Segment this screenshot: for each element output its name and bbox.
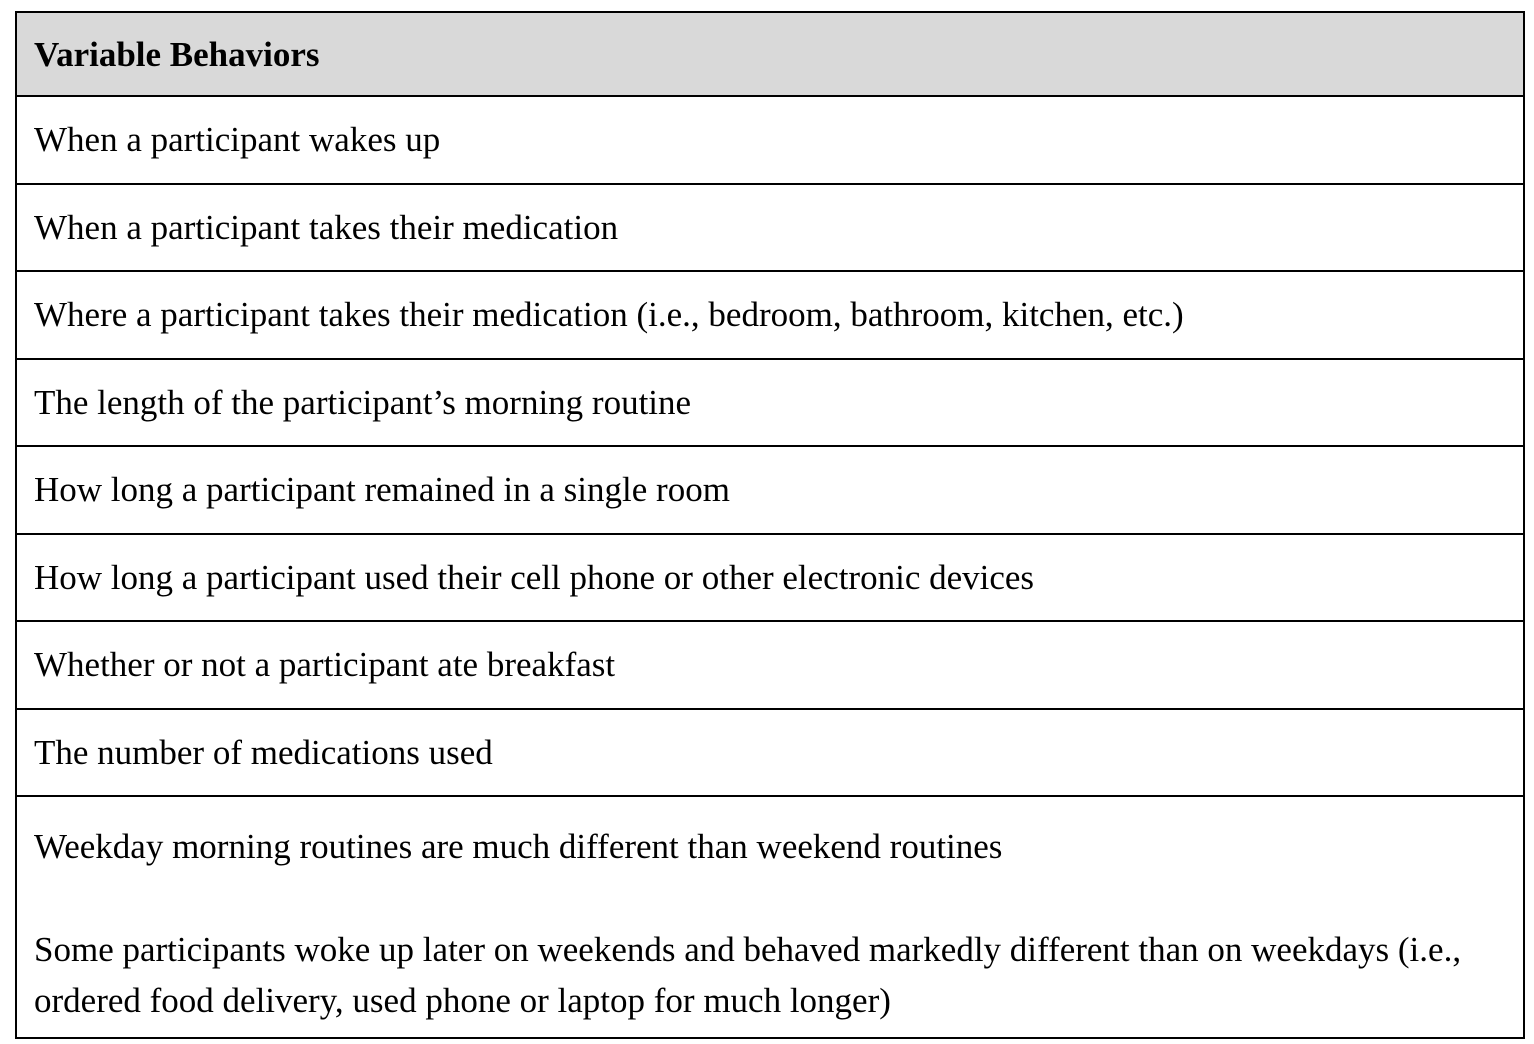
table-cell: How long a participant remained in a single room <box>34 470 730 510</box>
variable-behaviors-table <box>15 11 1525 1039</box>
table-cell: How long a participant used their cell phone or other electronic devices <box>34 557 1035 597</box>
table-header <box>17 13 1523 95</box>
table-row <box>17 183 1523 271</box>
weekend-behavior-paragraph: Some participants woke up later on weekends and behaved markedly different than on weekdays (i.e., ordered food delivery, used phone or laptop for much longer) <box>34 930 1462 1020</box>
weekday-routine-paragraph: Weekday morning routines are much different than weekend routines <box>34 827 1003 866</box>
table-header-label: Variable Behaviors <box>34 34 320 74</box>
table-cell: The number of medications used <box>34 732 493 772</box>
table-row <box>17 533 1523 621</box>
table-cell: When a participant wakes up <box>34 120 441 160</box>
table-cell: Whether or not a participant ate breakfast <box>34 645 616 685</box>
table-row <box>17 445 1523 533</box>
table-row <box>17 620 1523 708</box>
table-cell: Where a participant takes their medication (i.e., bedroom, bathroom, kitchen, etc.) <box>34 295 1184 335</box>
table-cell: The length of the participant’s morning routine <box>34 382 692 422</box>
table-row-weekday-weekend <box>17 795 1523 1037</box>
table-cell: When a participant takes their medication <box>34 207 619 247</box>
table-row <box>17 270 1523 358</box>
table-row <box>17 358 1523 446</box>
table-row <box>17 95 1523 183</box>
table-row <box>17 708 1523 796</box>
